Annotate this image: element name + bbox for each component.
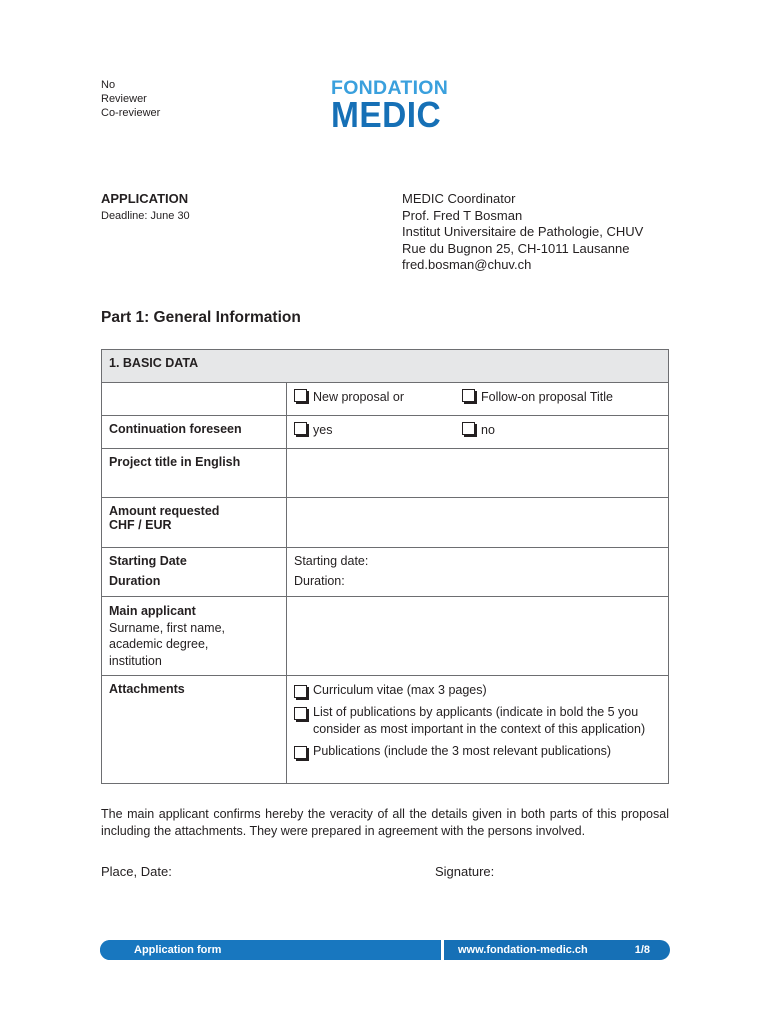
coordinator-line: Institut Universitaire de Pathologie, CHUV: [402, 224, 644, 239]
main-applicant-row: [102, 597, 669, 676]
project-title-field[interactable]: [287, 449, 669, 498]
attachment-publications[interactable]: [294, 743, 661, 760]
attachments-row: [102, 676, 669, 784]
footer-title: Application form: [100, 940, 440, 960]
attachments-label: Attachments: [102, 676, 287, 784]
main-applicant-sub: academic degree,: [109, 637, 209, 651]
new-proposal-label: New proposal or: [313, 390, 405, 404]
role-co-reviewer: Co-reviewer: [101, 107, 161, 119]
continuation-label: Continuation foreseen: [102, 416, 287, 449]
empty-label-cell: [102, 383, 287, 416]
role-no: No: [101, 79, 116, 91]
follow-on-proposal-label: Follow-on proposal Title: [481, 390, 614, 404]
starting-date-label: Starting Date: [109, 554, 187, 568]
checkbox-icon[interactable]: [294, 685, 307, 698]
amount-label: [102, 498, 287, 548]
dates-label: [102, 548, 287, 597]
duration-value: Duration:: [294, 574, 345, 588]
duration-label: Duration: [109, 574, 161, 588]
checkbox-icon[interactable]: [462, 389, 475, 402]
role-reviewer: Reviewer: [101, 93, 147, 105]
continuation-row: [102, 416, 669, 449]
basic-data-table: [101, 349, 669, 784]
checkbox-icon[interactable]: [294, 422, 307, 435]
attachment-label: Curriculum vitae (max 3 pages): [313, 683, 487, 697]
coordinator-email[interactable]: fred.bosman@chuv.ch: [402, 257, 532, 272]
main-applicant-label: Main applicant: [109, 604, 196, 618]
footer-page-number: 1/8: [634, 944, 650, 956]
signature-label: Signature:: [435, 864, 495, 879]
application-title: APPLICATION: [101, 191, 189, 206]
continuation-cell: [287, 416, 669, 449]
attachments-cell: [287, 676, 669, 784]
starting-date-value: Starting date:: [294, 554, 369, 568]
dates-field[interactable]: [287, 548, 669, 597]
proposal-type-cell: [287, 383, 669, 416]
attachment-publication-list[interactable]: [294, 704, 661, 738]
new-proposal-option[interactable]: [294, 389, 462, 404]
project-title-label: Project title in English: [102, 449, 287, 498]
footer-url[interactable]: www.fondation-medic.ch: [458, 944, 588, 956]
proposal-type-row: [102, 383, 669, 416]
coordinator-address: [402, 191, 643, 274]
attachment-cv[interactable]: [294, 682, 661, 699]
confirmation-text: The main applicant confirms hereby the veracity of all the details given in both parts of this proposal including the attachments. They were prepared in agreement with the persons involved.: [101, 807, 669, 838]
main-applicant-sub: institution: [109, 653, 162, 668]
checkbox-icon[interactable]: [294, 389, 307, 402]
amount-field[interactable]: [287, 498, 669, 548]
coordinator-line: Rue du Bugnon 25, CH-1011 Lausanne: [402, 240, 630, 256]
logo-line-1: FONDATION: [331, 77, 449, 99]
place-date-label: Place, Date:: [101, 864, 172, 879]
amount-label-line-2: CHF / EUR: [109, 518, 172, 532]
amount-label-line-1: Amount requested: [109, 504, 220, 518]
attachment-label: List of publications by applicants (indicate in bold the 5 you consider as most important in the context of this application): [313, 705, 646, 736]
project-title-row: [102, 449, 669, 498]
continuation-yes-option[interactable]: [294, 422, 462, 437]
main-applicant-label-cell: [102, 597, 287, 676]
checkbox-icon[interactable]: [294, 746, 307, 759]
checkbox-icon[interactable]: [294, 707, 307, 720]
part-title: Part 1: General Information: [101, 309, 301, 326]
amount-row: [102, 498, 669, 548]
fondation-medic-logo: [331, 77, 450, 135]
coordinator-line: Prof. Fred T Bosman: [402, 207, 523, 223]
footer-bar: [100, 940, 670, 960]
main-applicant-field[interactable]: [287, 597, 669, 676]
table-header-row: [102, 350, 669, 383]
deadline: Deadline: June 30: [101, 210, 190, 222]
main-applicant-sub: Surname, first name,: [109, 620, 226, 635]
yes-label: yes: [313, 423, 333, 437]
coordinator-line: MEDIC Coordinator: [402, 191, 516, 206]
dates-row: [102, 548, 669, 597]
reviewer-roles: [101, 78, 160, 120]
follow-on-proposal-option[interactable]: [462, 389, 613, 404]
table-header: 1. BASIC DATA: [102, 350, 669, 383]
checkbox-icon[interactable]: [462, 422, 475, 435]
continuation-no-option[interactable]: [462, 422, 495, 437]
no-label: no: [481, 423, 495, 437]
footer-divider: [441, 940, 444, 960]
attachment-label: Publications (include the 3 most relevant publications): [313, 744, 612, 758]
logo-line-2: MEDIC: [331, 94, 442, 135]
